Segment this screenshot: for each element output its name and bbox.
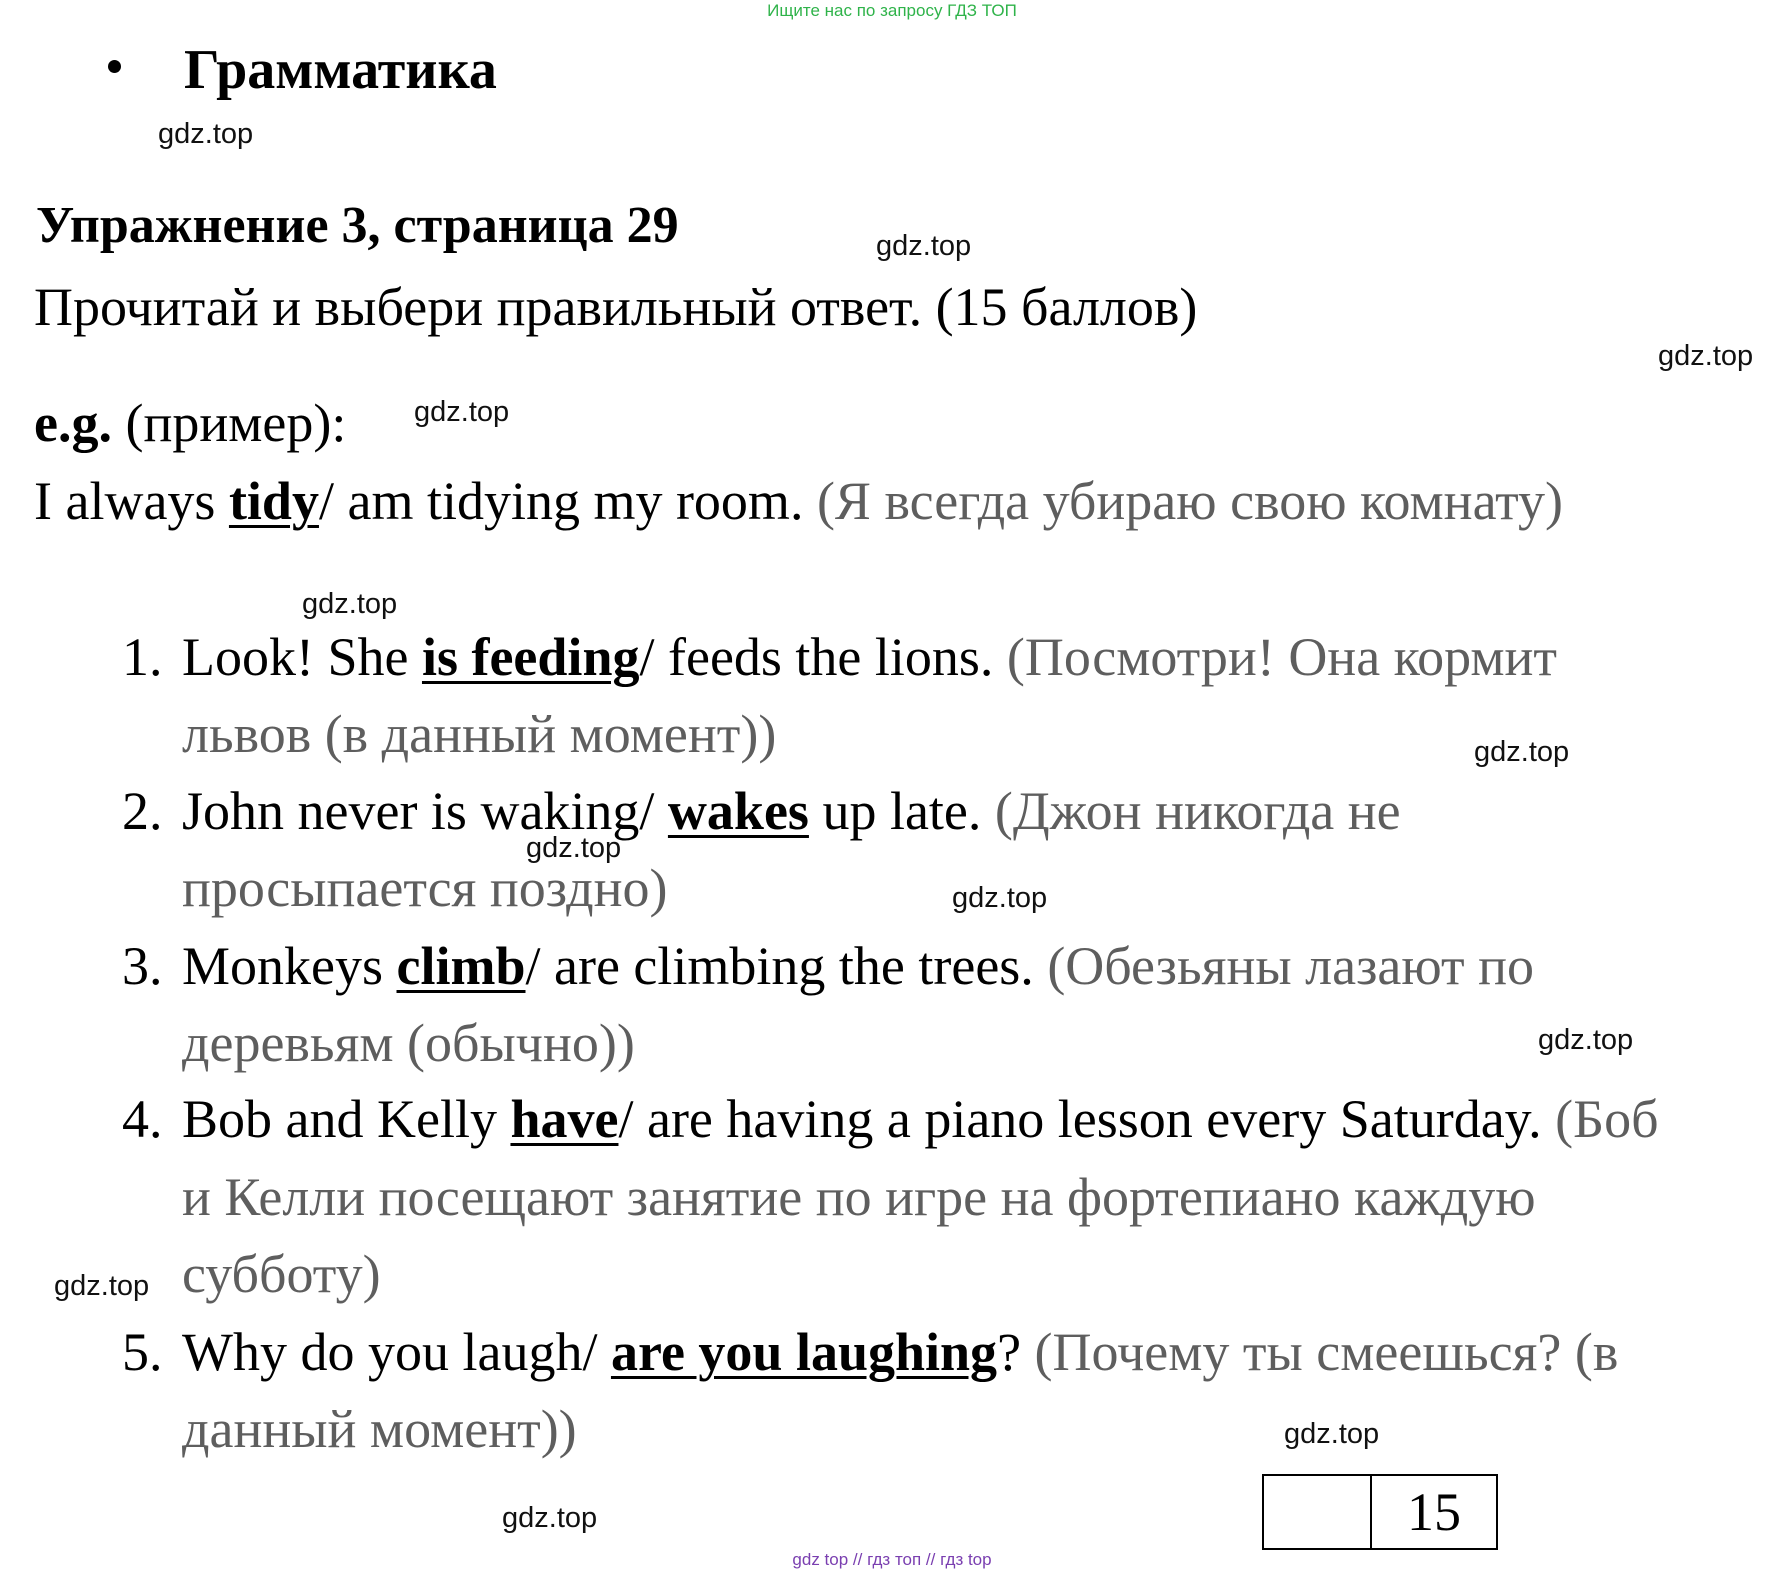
item-sentence — [182, 1321, 1618, 1383]
item-pre: Look! She — [182, 627, 422, 687]
item-answer: have — [510, 1089, 619, 1149]
item-answer: is feeding — [421, 627, 640, 687]
item-translation: (Боб — [1555, 1089, 1659, 1149]
item-post: up late. — [808, 781, 995, 841]
item-sentence — [182, 935, 1534, 997]
score-box — [1262, 1474, 1498, 1550]
item-post: / are climbing the trees. — [525, 936, 1048, 996]
item-pre: Bob and Kelly — [182, 1089, 511, 1149]
example-sentence — [34, 470, 1563, 532]
watermark: gdz.top — [876, 230, 972, 262]
item-translation: (Джон никогда не — [994, 781, 1401, 841]
section-heading: Грамматика — [184, 39, 497, 101]
score-max: 15 — [1407, 1482, 1461, 1542]
item-translation-cont: и Келли посещают занятие по игре на фортепиано каждую — [182, 1167, 1536, 1227]
watermark: gdz.top — [414, 396, 510, 428]
item-number: 3. — [122, 936, 163, 996]
score-cell-empty — [1264, 1476, 1372, 1548]
item-translation: (Почему ты смеешься? (в — [1034, 1322, 1619, 1382]
item-sentence — [182, 780, 1401, 842]
watermark: gdz.top — [502, 1502, 598, 1534]
item-number: 1. — [122, 627, 163, 687]
item-sentence — [182, 626, 1557, 688]
item-pre: Monkeys — [182, 936, 397, 996]
item-sentence — [182, 1088, 1659, 1150]
top-banner: Ищите нас по запросу ГДЗ ТОП — [767, 1, 1017, 20]
watermark: gdz.top — [1658, 340, 1754, 372]
watermark: gdz.top — [952, 882, 1048, 914]
item-post: / are having a piano lesson every Saturday. — [618, 1089, 1556, 1149]
example-label-bold: e.g. — [34, 393, 112, 453]
item-number: 2. — [122, 781, 163, 841]
example-translation: (Я всегда убираю свою комнату) — [816, 471, 1564, 531]
item-pre: Why do you laugh/ — [182, 1322, 611, 1382]
item-post: ? — [997, 1322, 1035, 1382]
instruction: Прочитай и выбери правильный ответ. (15 баллов) — [34, 277, 1198, 337]
example-post: / am tidying my room. — [318, 471, 817, 531]
example-label — [34, 392, 346, 454]
watermark: gdz.top — [1284, 1418, 1380, 1450]
item-answer: wakes — [667, 781, 809, 841]
watermark: gdz.top — [1538, 1024, 1634, 1056]
item-answer: climb — [396, 936, 526, 996]
watermark: gdz.top — [526, 832, 622, 864]
item-translation: (Посмотри! Она кормит — [1006, 627, 1558, 687]
bottom-banner: gdz top // гдз топ // гдз top — [792, 1550, 992, 1569]
item-number: 5. — [122, 1322, 163, 1382]
item-post: / feeds the lions. — [639, 627, 1007, 687]
example-label-note: (пример): — [111, 393, 347, 453]
bullet-icon — [108, 60, 121, 73]
item-pre: John never is waking/ — [182, 781, 668, 841]
item-number: 4. — [122, 1089, 163, 1149]
item-translation-cont: просыпается поздно) — [182, 858, 668, 918]
item-answer: are you laughing — [610, 1322, 998, 1382]
item-translation: (Обезьяны лазают по — [1047, 936, 1534, 996]
watermark: gdz.top — [54, 1270, 150, 1302]
item-translation-cont: деревьям (обычно)) — [182, 1013, 635, 1073]
exercise-title: Упражнение 3, страница 29 — [36, 197, 679, 254]
watermark: gdz.top — [158, 118, 254, 150]
watermark: gdz.top — [1474, 736, 1570, 768]
example-answer: tidy — [228, 471, 319, 531]
watermark: gdz.top — [302, 588, 398, 620]
example-pre: I always — [34, 471, 229, 531]
item-translation-cont: львов (в данный момент)) — [182, 704, 777, 764]
item-translation-cont: субботу) — [182, 1244, 381, 1304]
item-translation-cont: данный момент)) — [182, 1399, 577, 1459]
